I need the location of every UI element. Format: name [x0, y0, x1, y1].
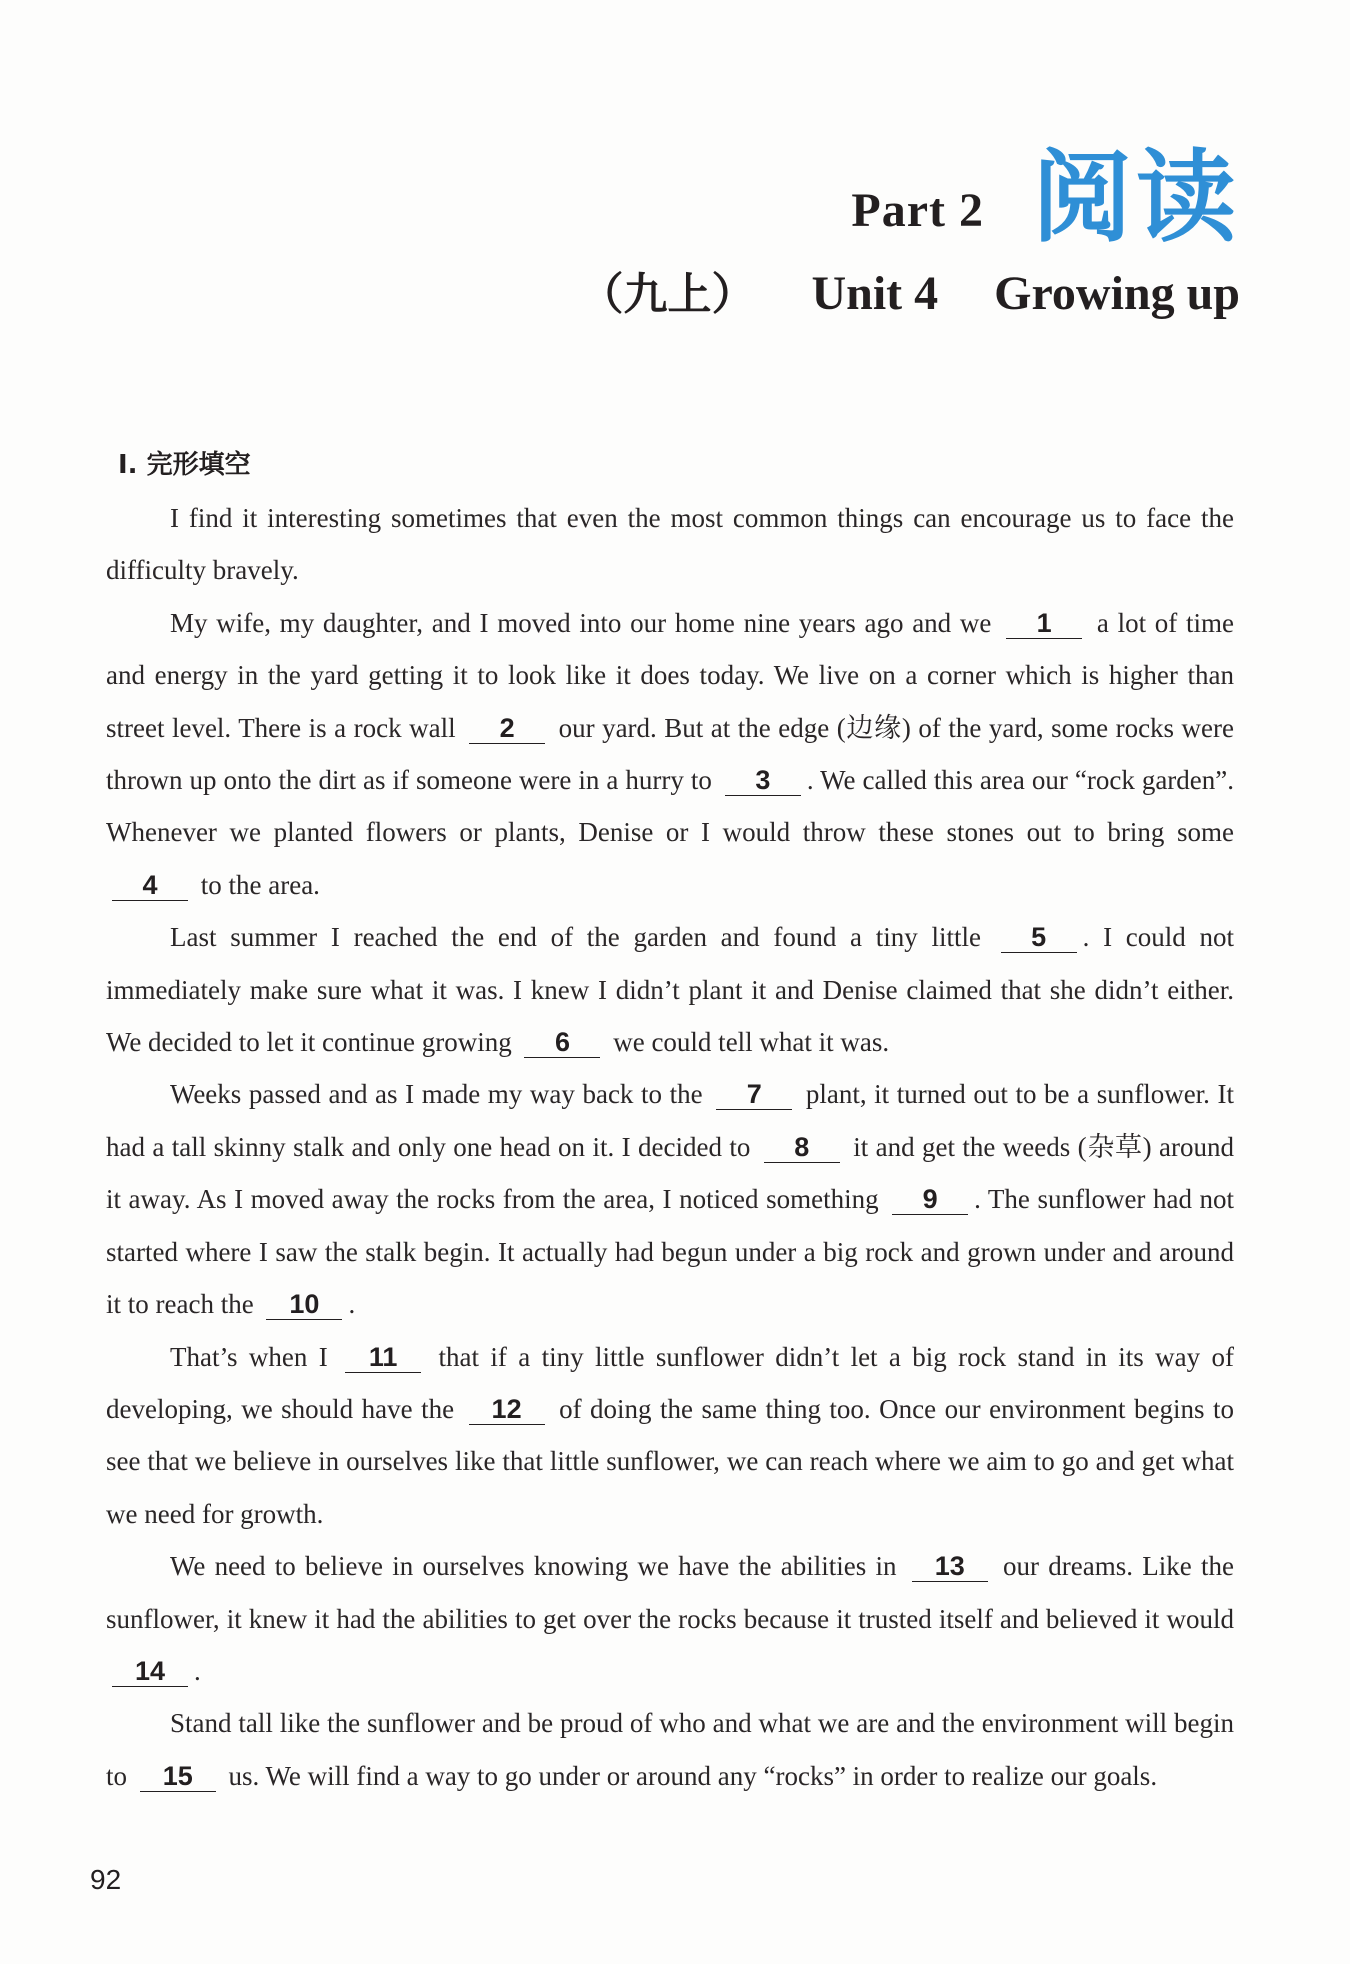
blank-9[interactable]: 9 — [892, 1184, 968, 1215]
blank-11[interactable]: 11 — [345, 1342, 421, 1373]
blank-5[interactable]: 5 — [1001, 922, 1077, 953]
passage-text: our yard. But at the edge (边缘) of the yard, some rocks were thrown up onto the dirt as if someone were in a hurry to — [106, 712, 1235, 796]
paragraph-4 — [106, 1068, 1234, 1330]
passage-text: we could tell what it was. — [613, 1027, 890, 1058]
passage-text: . The sunflower had not started where I saw the stalk begin. It actually had begun under a big rock and grown under and around it to reach the — [106, 1184, 1234, 1320]
passage-text: I find it interesting sometimes that even the most common things can encourage us to face the difficulty bravely. — [106, 503, 1234, 586]
paragraph-1 — [106, 492, 1234, 597]
passage-text: of doing the same thing too. Once our environment begins to see that we believe in ourselves like that little sunflower, we can reach where we aim to go and get what we need for growth. — [106, 1393, 1235, 1529]
blank-7[interactable]: 7 — [716, 1079, 792, 1110]
cloze-passage — [106, 492, 1234, 1802]
blank-8[interactable]: 8 — [764, 1132, 840, 1163]
passage-text: a lot of time and energy in the yard getting it to look like it does today. We live on a corner which is higher than street level. There is a rock wall — [106, 607, 1235, 743]
unit-header — [579, 258, 1240, 322]
paragraph-5 — [106, 1331, 1234, 1541]
passage-text: it and get the weeds (杂草) around it away. As I moved away the rocks from the area, I noticed something — [106, 1131, 1234, 1215]
passage-text: . — [348, 1289, 356, 1320]
passage-text: That’s when I — [170, 1341, 328, 1372]
passage-text: our dreams. Like the sunflower, it knew it had the abilities to get over the rocks because it trusted itself and believed it would — [106, 1551, 1234, 1634]
passage-text: . We called this area our “rock garden”. Whenever we planted flowers or plants, Denise or I would throw these stones out to bring some — [106, 765, 1235, 848]
passage-text: to the area. — [200, 869, 320, 900]
blank-1[interactable]: 1 — [1006, 608, 1082, 639]
unit-title: Growing up — [994, 267, 1240, 320]
grade-label: （九上） — [579, 269, 756, 320]
blank-13[interactable]: 13 — [912, 1551, 988, 1582]
paragraph-7 — [106, 1697, 1234, 1802]
blank-15[interactable]: 15 — [140, 1761, 216, 1792]
passage-text: plant, it turned out to be a sunflower. It had a tall skinny stalk and only one head on it. I decided to — [106, 1079, 1235, 1162]
passage-text: Stand tall like the sunflower and be proud of who and what we are and the environment will begin to — [106, 1708, 1234, 1791]
paragraph-6 — [106, 1540, 1234, 1697]
blank-2[interactable]: 2 — [469, 713, 545, 744]
passage-text: that if a tiny little sunflower didn’t let a big rock stand in its way of developing, we should have the — [106, 1341, 1235, 1424]
passage-text: . — [194, 1655, 201, 1686]
paragraph-3 — [106, 911, 1234, 1068]
passage-text: us. We will find a way to go under or around any “rocks” in order to realize our goals. — [228, 1760, 1158, 1791]
part-header — [851, 128, 1240, 256]
blank-14[interactable]: 14 — [112, 1656, 188, 1687]
blank-12[interactable]: 12 — [469, 1394, 545, 1425]
part-label: Part 2 — [851, 184, 984, 237]
page-number: 92 — [90, 1864, 122, 1895]
passage-text: We need to believe in ourselves knowing we have the abilities in — [170, 1551, 897, 1582]
passage-text: My wife, my daughter, and I moved into our home nine years ago and we — [170, 607, 992, 638]
paragraph-2 — [106, 597, 1234, 911]
passage-text: . I could not immediately make sure what it was. I knew I didn’t plant it and Denise claimed that she didn’t either. We decided to let it continue growing — [106, 922, 1235, 1058]
passage-text: Weeks passed and as I made my way back to the — [170, 1079, 703, 1110]
blank-4[interactable]: 4 — [112, 870, 188, 901]
passage-text: Last summer I reached the end of the garden and found a tiny little — [170, 922, 981, 953]
section-heading: Ⅰ. 完形填空 — [118, 450, 251, 480]
blank-3[interactable]: 3 — [725, 765, 801, 796]
part-title: 阅读 — [1032, 139, 1240, 256]
unit-label: Unit 4 — [811, 267, 939, 320]
blank-6[interactable]: 6 — [524, 1027, 600, 1058]
blank-10[interactable]: 10 — [266, 1289, 342, 1320]
